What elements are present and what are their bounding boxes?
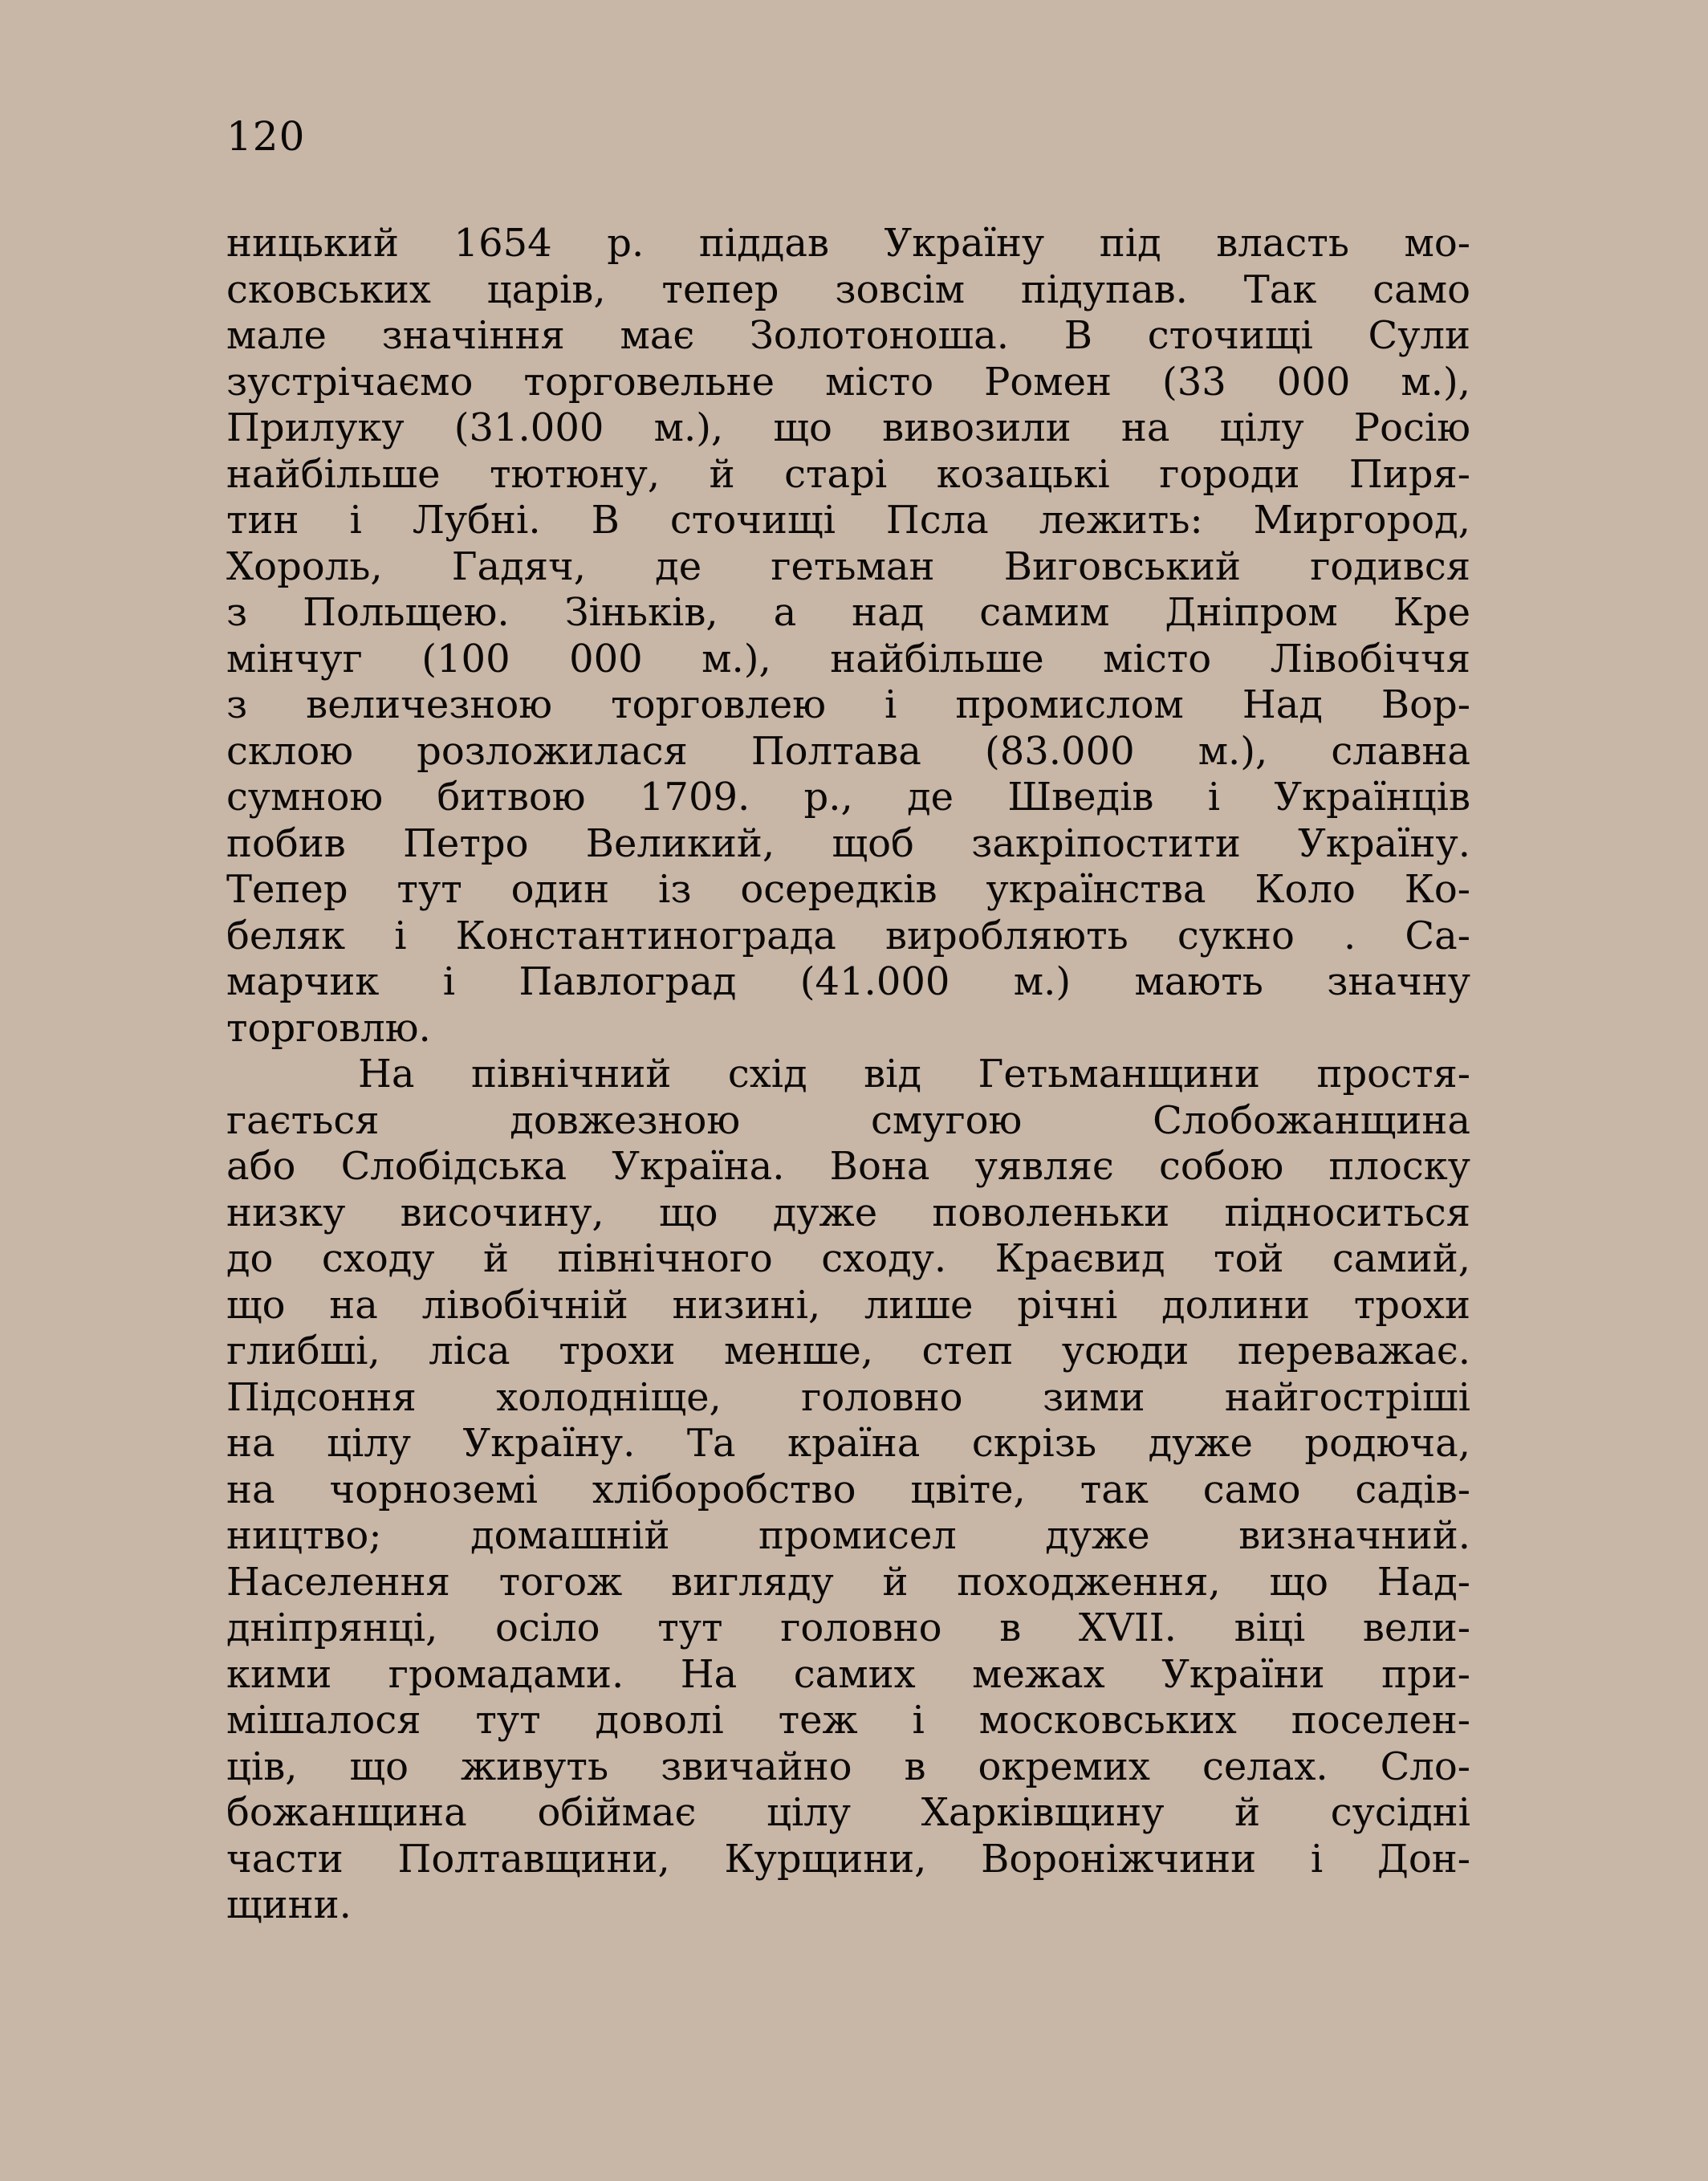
text-line: тин і Лубні. В сточищі Псла лежить: Миргород,	[226, 498, 1470, 543]
text-line: части Полтавщини, Курщини, Вороніжчини і Дон-	[226, 1836, 1470, 1882]
text-line: мінчуг (100 000 м.), найбільше місто Лівобіччя	[226, 636, 1470, 682]
text-line: щини.	[226, 1882, 352, 1927]
body-text	[226, 221, 1470, 1929]
text-line: сковських царів, тепер зовсім підупав. Так само	[226, 267, 1470, 312]
page-number: 120	[226, 113, 306, 160]
text-line: на чорноземі хліборобство цвіте, так само садів-	[226, 1467, 1470, 1512]
text-line: низку височину, що дуже поволеньки підноситься	[226, 1190, 1470, 1235]
text-line: глибші, ліса трохи менше, степ усюди переважає.	[226, 1329, 1470, 1373]
text-line: склою розложилася Полтава (83.000 м.), славна	[226, 728, 1470, 774]
text-line: гається довжезною смугою Слобожанщина	[226, 1097, 1470, 1143]
text-line: Населення тогож вигляду й походження, що Над-	[226, 1559, 1470, 1605]
text-line: зустрічаємо торговельне місто Ромен (33 000 м.),	[226, 359, 1470, 405]
text-line: з Польщею. Зіньків, а над самим Дніпром Кре	[226, 590, 1470, 635]
text-line: беляк і Константинограда виробляють сукно . Са-	[226, 913, 1470, 958]
text-line: божанщина обіймає цілу Харківщину й сусідні	[226, 1790, 1470, 1835]
text-line: марчик і Павлоград (41.000 м.) мають значну	[226, 959, 1470, 1004]
text-line: до сходу й північного сходу. Краєвид той самий,	[226, 1236, 1470, 1281]
paragraph-2	[226, 1052, 1470, 1929]
text-line: Тепер тут один із осередків українства Коло Ко-	[226, 867, 1470, 912]
text-line: мішалося тут доволі теж і московських поселен-	[226, 1698, 1470, 1743]
text-line: ницький 1654 р. піддав Україну під власть мо-	[226, 221, 1470, 266]
text-line: торговлю.	[226, 1005, 431, 1051]
text-line: ництво; домашній промисел дуже визначний.	[226, 1513, 1470, 1558]
text-line: На північний схід від Гетьманщини простя-	[358, 1052, 1470, 1097]
text-line: з величезною торговлею і промислом Над Вор-	[226, 682, 1470, 727]
text-line: на цілу Україну. Та країна скрізь дуже родюча,	[226, 1421, 1470, 1466]
text-line: мале значіння має Золотоноша. В сточищі Сули	[226, 313, 1470, 358]
text-line: кими громадами. На самих межах України при-	[226, 1651, 1470, 1697]
text-line: дніпрянці, осіло тут головно в XVII. віці вели-	[226, 1605, 1470, 1650]
text-line: побив Петро Великий, щоб закріпостити Україну.	[226, 820, 1470, 866]
paragraph-1	[226, 221, 1470, 1052]
text-line: ців, що живуть звичайно в окремих селах. Сло-	[226, 1744, 1470, 1789]
text-line: Прилуку (31.000 м.), що вивозили на цілу Росію	[226, 405, 1470, 450]
text-line: Хороль, Гадяч, де гетьман Виговський годився	[226, 543, 1470, 589]
text-line: Підсоння холодніще, головно зими найгостріші	[226, 1374, 1470, 1420]
text-line: або Слобідська Україна. Вона уявляє собою плоску	[226, 1144, 1470, 1189]
text-line: що на лівобічній низині, лише річні долини трохи	[226, 1282, 1470, 1328]
text-line: найбільше тютюну, й старі козацькі городи Пиря-	[226, 451, 1470, 497]
text-line: сумною битвою 1709. р., де Шведів і Українців	[226, 775, 1470, 820]
